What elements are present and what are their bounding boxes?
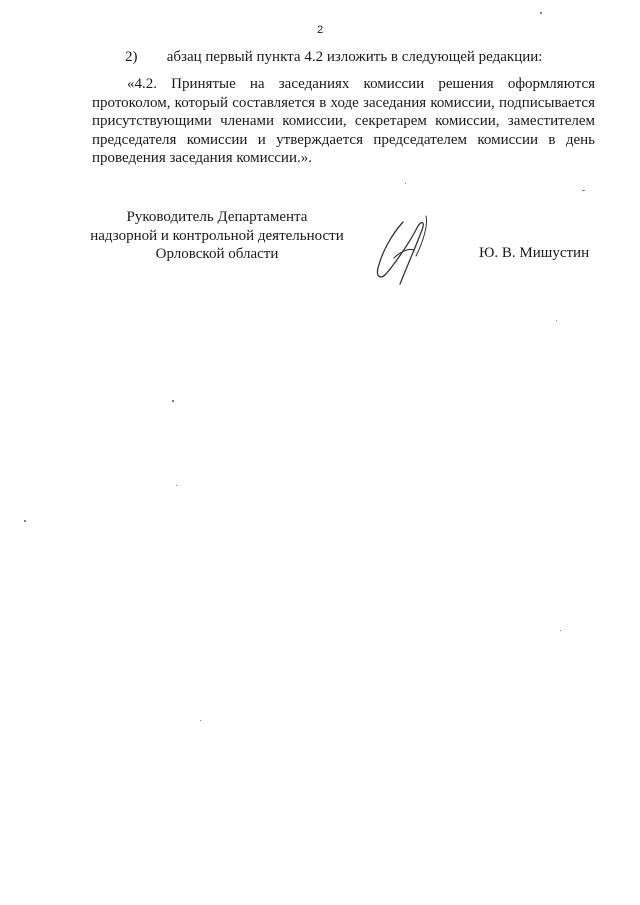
scan-speck [405,183,406,184]
page-number: 2 [316,24,324,36]
scan-speck [582,190,585,191]
scan-speck [176,485,177,486]
scan-speck [560,630,561,631]
signatory-position [82,208,352,264]
amendment-item [125,48,542,66]
scan-speck [24,520,26,522]
item-text: абзац первый пункта 4.2 изложить в следующей редакции: [166,49,543,65]
scan-speck [540,12,542,14]
scan-speck [556,320,557,321]
scan-speck [172,400,174,402]
scan-speck [200,720,201,721]
position-line-2: надзорной и контрольной деятельности [90,227,344,244]
position-line-1: Руководитель Департамента [126,209,308,225]
handwritten-signature [370,212,440,294]
quoted-amendment-text: «4.2. Принятые на заседаниях комиссии решения оформляются протоколом, который составляется в ходе заседания комиссии, подписывается присутствующими членами комиссии, секретарем комиссии, заместителем председателя комиссии и утверждается председателем комиссии в день проведения заседания комиссии.». [92,76,595,166]
item-number: 2) [125,49,138,65]
position-line-3: Орловской области [155,246,279,262]
signatory-name: Ю. В. Мишустин [479,245,590,261]
